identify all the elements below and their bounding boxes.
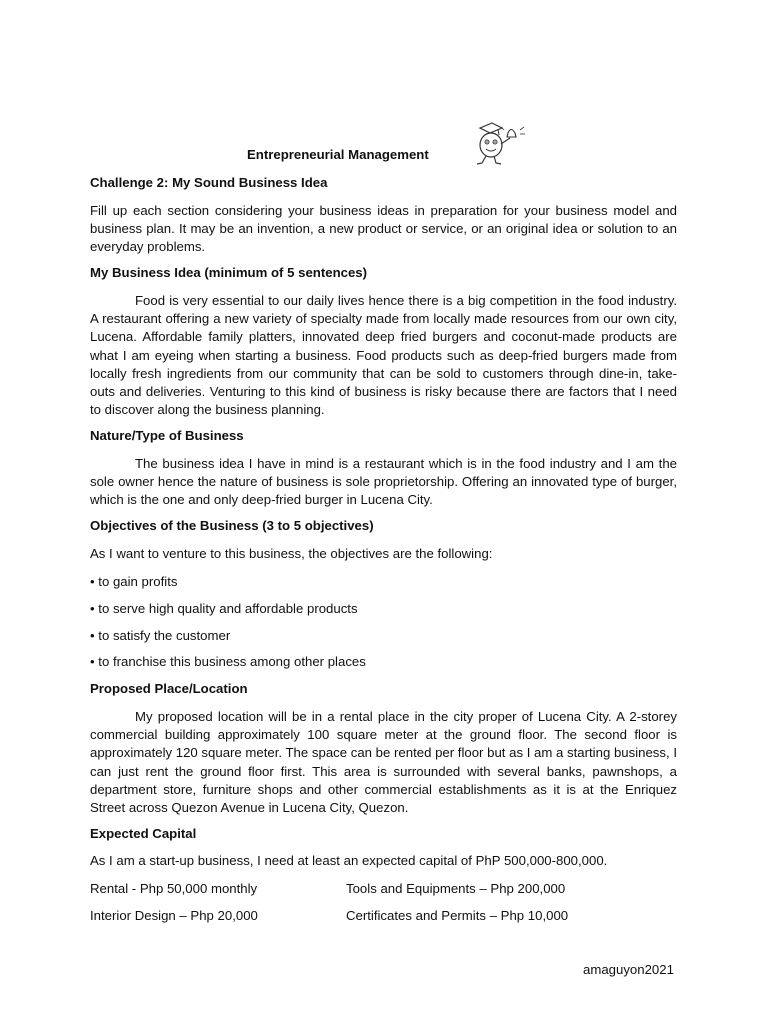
challenge-heading: Challenge 2: My Sound Business Idea [90, 175, 328, 190]
document-title: Entrepreneurial Management [247, 147, 429, 162]
business-idea-heading: My Business Idea (minimum of 5 sentences) [90, 265, 368, 280]
intro-paragraph: Fill up each section considering your business ideas in preparation for your business model and business plan. It may be an invention, a new product or service, or an original idea or solution to an everyday problems. [90, 203, 677, 255]
footer-signature: amaguyon2021 [583, 962, 674, 977]
capital-permits: Certificates and Permits – Php 10,000 [346, 908, 569, 923]
objective-item: • to satisfy the customer [90, 628, 231, 643]
location-heading: Proposed Place/Location [90, 681, 248, 696]
capital-tools: Tools and Equipments – Php 200,000 [346, 881, 566, 896]
location-paragraph: My proposed location will be in a rental place in the city proper of Lucena City. A 2-storey commercial building approximately 100 square meter at the ground floor. The second floor is approximately 120 square meter. The space can be rented per floor but as I am a starting business, I can just rent the ground floor first. This area is surrounded with several banks, pawnshops, a department store, furniture shops and other commercial establishments as it is at the Enriquez Street across Quezon Avenue in Lucena City, Quezon. [90, 709, 677, 816]
capital-interior: Interior Design – Php 20,000 [90, 908, 258, 923]
objective-item: • to serve high quality and affordable products [90, 601, 358, 616]
capital-intro: As I am a start-up business, I need at least an expected capital of PhP 500,000-800,000. [90, 853, 608, 868]
business-idea-paragraph: Food is very essential to our daily lives hence there is a big competition in the food industry. A restaurant offering a new variety of specialty made from locally made resources from our own city, Lucena. Affordable family platters, innovated deep fried burgers and coconut-made products are what I am eyeing when starting a business. Food products such as deep-fried burgers made from locally fresh ingredients from our community that can be sold to customers through dine-in, take-outs and deliveries. Venturing to this kind of business is risky because there are factors that I need to discover along the business planning. [90, 293, 677, 418]
objectives-heading: Objectives of the Business (3 to 5 objectives) [90, 518, 374, 533]
objective-item: • to gain profits [90, 574, 178, 589]
objectives-intro: As I want to venture to this business, the objectives are the following: [90, 546, 493, 561]
nature-paragraph: The business idea I have in mind is a restaurant which is in the food industry and I am the sole owner hence the nature of business is sole proprietorship. Offering an innovated type of burger, which is the one and only deep-fried burger in Lucena City. [90, 456, 677, 508]
capital-heading: Expected Capital [90, 826, 197, 841]
nature-heading: Nature/Type of Business [90, 428, 244, 443]
student-mascot-icon [470, 120, 530, 168]
objective-item: • to franchise this business among other places [90, 654, 366, 669]
capital-rental: Rental - Php 50,000 monthly [90, 881, 258, 896]
